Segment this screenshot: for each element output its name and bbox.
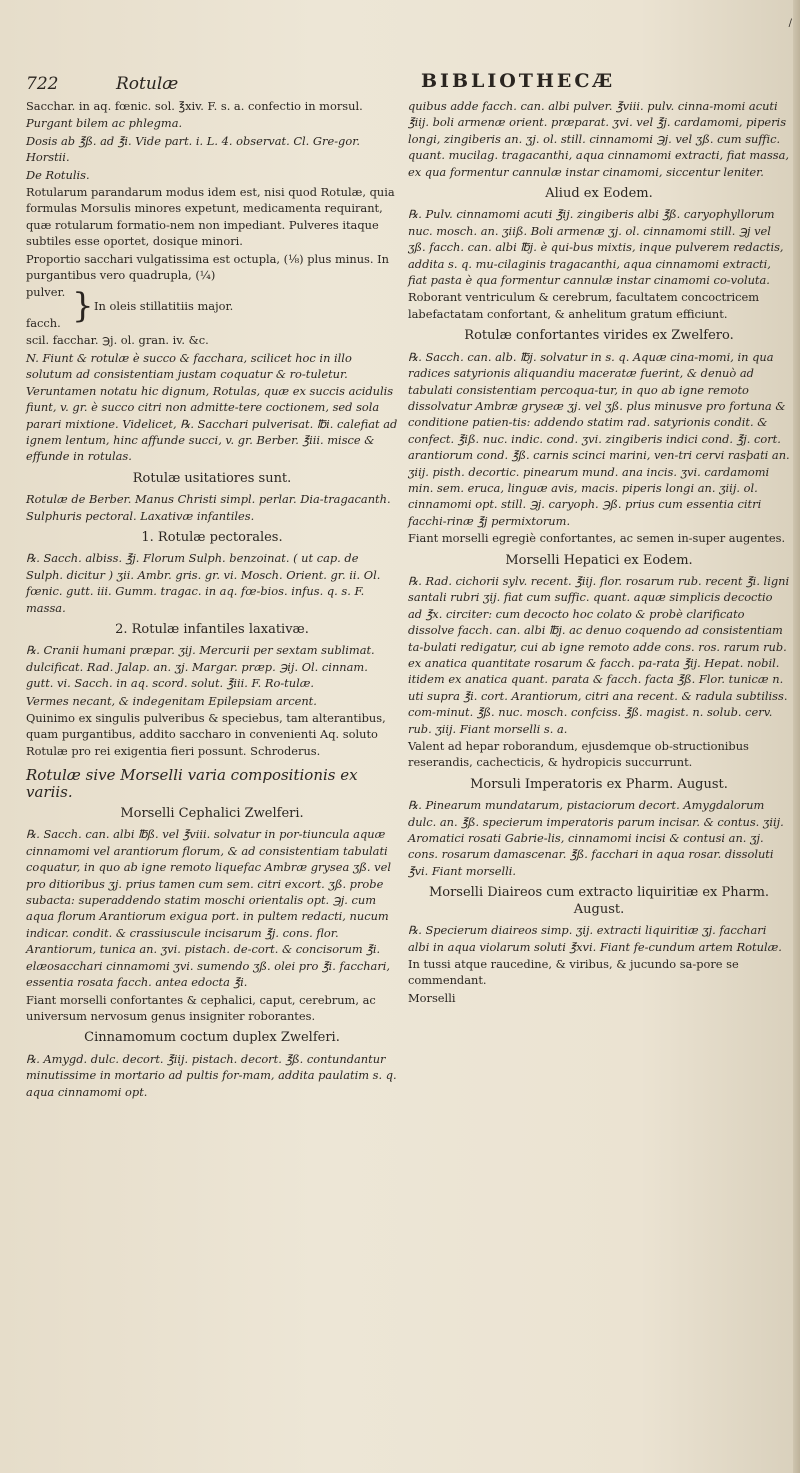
text-paragraph: Proportio sacchari vulgatissima est octupla, (⅛) plus minus. In purgantibus vero quadrupla, (¼)	[26, 251, 389, 283]
text-paragraph: Purgant bilem ac phlegma.	[26, 116, 183, 131]
chapter-heading: Rotulæ sive Morselli varia compositionis ex variis.	[26, 766, 358, 801]
text-paragraph: ℞. Pulv. cinnamomi acuti ℥ij. zingiberis albi ℥ß. caryophyllorum nuc. mosch. an. ʒiiß. Boli armenæ ʒj. ol. cinnamomi still. ℈j vel ʒß. facch. can. albi ℔j. è qui-bus mixtis, inque pulverem redactis, addita s. q. mu-cilaginis tragacanthi, aqua cinnamomi extracti, fiat pasta è qua formentur cannulæ instar cinamomi co-voluta.	[408, 207, 784, 288]
brace-glyph: }	[72, 286, 94, 327]
text-paragraph: ℞. Sacch. albiss. ℥j. Florum Sulph. benzoinat. ( ut cap. de Sulph. dicitur ) ʒii. Ambr. gris. gr. vi. Mosch. Orient. gr. ii. Ol. fœnic. gutt. iii. Gumm. tragac. in aq. fœ-bios. infus. q. s. F. massa.	[26, 551, 381, 615]
section-heading: 2. Rotulæ infantiles laxativæ.	[115, 621, 309, 637]
text-paragraph: De Rotulis.	[26, 167, 90, 182]
left-column	[26, 98, 398, 1101]
text-paragraph: ℞. Rad. cichorii sylv. recent. ℥iij. flor. rosarum rub. recent ℥i. ligni santali rubri ʒij. fiat cum suffic. quant. aquæ simplicis decoctio ad ℥x. circiter: cum decocto hoc colato & probè clarificato dissolve facch. can. albi ℔j. ac denuo coquendo ad consistentiam ta-bulati redigatur, cui ab igne remoto adde cons. ros. rarum rub. ex anatica quantitate rosarum & facch. pa-rata ℥ij. Hepat. nobil. itidem ex anatica quant. parata & facch. facta ℥ß. Flor. tunicæ n. uti supra ℥i. cort. Arantiorum, citri ana recent. & radula subtiliss. com-minut. ℥ß. nuc. mosch. confciss. ℥ß. magist. n. solub. cerv. rub. ʒiij. Fiant morselli s. a.	[408, 573, 790, 736]
text-paragraph: Dosis ab ℥ß. ad ℥i. Vide part. i. L. 4. observat. Cl. Gre-gor. Horstii.	[26, 133, 361, 165]
page-edge	[793, 0, 800, 1473]
section-heading: Rotulæ usitatiores sunt.	[132, 470, 292, 486]
pulver-label: pulver.	[26, 285, 66, 300]
page-header	[26, 70, 790, 96]
text-paragraph: Rotulæ de Berber. Manus Christi simpl. perlar. Dia-tragacanth. Sulphuris pectoral. Laxativæ infantiles.	[26, 492, 391, 523]
text-paragraph: scil. facchar. ℈j. ol. gran. iv. &c.	[26, 333, 209, 348]
pulver-brace-note	[26, 284, 398, 332]
text-paragraph: Fiant morselli egregiè confortantes, ac semen in-super augentes.	[408, 531, 786, 546]
running-title: BIBLIOTHECÆ	[421, 70, 616, 92]
section-heading: Morselli Diaireos cum extracto liquiritiæ ex Pharm. August.	[428, 885, 770, 917]
section-heading: Aliud ex Eodem.	[545, 186, 653, 202]
section-heading: 1. Rotulæ pectorales.	[141, 529, 283, 545]
text-paragraph: Fiant morselli confortantes & cephalici, caput, cerebrum, ac universum nervosum genus insigniter roborantes.	[26, 992, 376, 1023]
section-heading: Rotulæ confortantes virides ex Zwelfero.	[464, 328, 734, 344]
text-paragraph: ℞. Amygd. dulc. decort. ℥iij. pistach. decort. ℥ß. contundantur minutissime in mortario ad pultis for-mam, addita paulatim s. q. aqua cinnamomi opt.	[26, 1051, 397, 1099]
text-paragraph: In tussi atque raucedine, & viribus, & jucundo sa-pore se commendant.	[408, 956, 739, 988]
section-heading: Morsuli Imperatoris ex Pharm. August.	[470, 776, 728, 792]
text-paragraph: Vermes necant, & indegenitam Epilepsiam arcent.	[26, 693, 317, 708]
text-paragraph: Sacchar. in aq. fœnic. sol. ℥xiv. F. s. a. confectio in morsul.	[26, 99, 363, 113]
section-heading: Morselli Hepatici ex Eodem.	[505, 552, 693, 568]
corner-mark: /	[788, 18, 792, 29]
text-paragraph: ℞. Cranii humani præpar. ʒij. Mercurii per sextam sublimat. dulcificat. Rad. Jalap. an. ʒj. Margar. præp. ℈ij. Ol. cinnam. gutt. vi. Sacch. in aq. scord. solut. ℥iii. F. Ro-tulæ.	[26, 643, 375, 691]
text-paragraph: Roborant ventriculum & cerebrum, facultatem concoctricem labefactatam confortant, & anhelitum gratum efficiunt.	[408, 290, 760, 321]
text-paragraph: ℞. Sacch. can. albi ℔ß. vel ℥viii. solvatur in por-tiuncula aquæ cinnamomi vel arantiorum florum, & ad consistentiam tabulati coquatur, in quo ab igne remoto liquefac Ambræ grysea ʒß. vel pro ditioribus ʒj. prius tamen cum sem. citri excort. ʒß. probe subacta: superaddendo statim moschi orientalis opt. ℈j. cum aqua florum Arantiorum exigua port. in pultem redacti, nucum indicar. condit. & crassiuscule incisarum ℥j. cons. flor. Arantiorum, tunica an. ʒvi. pistach. de-cort. & concisorum ℥i. elæosacchari cinnamomi ʒvi. sumendo ʒß. olei pro ℥i. facchari, essentia rosata facch. antea edocta ℥i.	[26, 827, 391, 990]
section-heading: Cinnamomum coctum duplex Zwelferi.	[84, 1030, 340, 1046]
sacch-label: facch.	[26, 316, 61, 331]
text-paragraph: ℞. Sacch. can. alb. ℔j. solvatur in s. q. Aquæ cina-momi, in qua radices satyrionis aliquandiu maceratæ fuerint, & denuò ad tabulati consistentiam percoqua-tur, in quo ab igne remoto dissolvatur Ambræ gryseæ ʒj. vel ʒß. plus minusve pro fortuna & conditione patien-tis: addendo statim rad. satyrionis condit. & confect. ℥iß. nuc. indic. cond. ʒvi. zingiberis indici cond. ℥j. cort. arantiorum cond. ℥ß. carnis scinci marini, ven-tri cervi rasþati an. ʒiij. pisth. decortic. pinearum mund. ana incis. ʒvi. cardamomi min. sem. eruca, linguæ avis, macis. piperis longi an. ʒiij. ol. cinnamomi opt. still. ℈j. caryoph. ℈ß. prius cum essentia citri facchi-rinæ ℥j permixtorum.	[408, 349, 790, 528]
text-paragraph: Rotularum parandarum modus idem est, nisi quod Rotulæ, quia formulas Morsulis minores expetunt, medicamenta requirant, quæ rotularum formatio-nem non impediant. Pulveres itaque subtiles esse oportet, dosique minori.	[26, 185, 395, 249]
text-paragraph: ℞. Specierum diaireos simp. ʒij. extracti liquiritiæ ʒj. facchari albi in aqua violarum soluti ℥xvi. Fiant fe-cundum artem Rotulæ.	[408, 923, 782, 954]
text-paragraph: ℞. Pinearum mundatarum, pistaciorum decort. Amygdalorum dulc. an. ℥ß. specierum imperatoris parum incisar. & contus. ʒiij. Aromatici rosati Gabrie-lis, cinnamomi incisi & contusi an. ʒj. cons. rosarum damascenar. ℥ß. facchari in aqua rosar. dissoluti ℥vi. Fiant morselli.	[408, 798, 784, 878]
text-paragraph: N. Fiunt & rotulæ è succo & facchara, scilicet hoc in illo solutum ad consistentiam justam coquatur & ro-tuletur. Veruntamen notatu hic dignum, Rotulas, quæ ex succis acidulis fiunt, v. gr. è succo citri non admitte-tere coctionem, sed sola parari mixtione. Videlicet, ℞. Sacchari pulverisat. ℔i. calefiat ad ignem lentum, hinc affunde succi, v. gr. Berber. ℥iii. misce & effunde in rotulas.	[26, 350, 398, 464]
text-paragraph: Quinimo ex singulis pulveribus & speciebus, tam alterantibus, quam purgantibus, addito saccharo in convenienti Aq. soluto Rotulæ pro rei exigentia fieri possunt. Schroderus.	[26, 711, 386, 758]
text-paragraph: quibus adde facch. can. albi pulver. ℥viii. pulv. cinna-momi acuti ℥iij. boli armenæ orient. præparat. ʒvi. vel ℥j. cardamomi, piperis longi, zingiberis an. ʒj. ol. still. cinnamomi ℈j. vel ʒß. cum suffic. quant. mucilag. tragacanthi, aqua cinnamomi extracti, fiat massa, ex qua formentur cannulæ instar cinamomi, siccentur leniter.	[408, 99, 790, 179]
text-paragraph: Morselli	[408, 990, 456, 1005]
section-heading: Morselli Cephalici Zwelferi.	[120, 806, 304, 822]
text-paragraph: Valent ad hepar roborandum, ejusdemque ob-structionibus reserandis, cachecticis, & hydropicis succurrunt.	[408, 739, 749, 770]
section-title: Rotulæ	[116, 74, 179, 94]
page-number: 722	[26, 74, 59, 94]
brace-note-text: In oleis stillatitiis major.	[94, 299, 234, 314]
right-column	[408, 98, 790, 1007]
